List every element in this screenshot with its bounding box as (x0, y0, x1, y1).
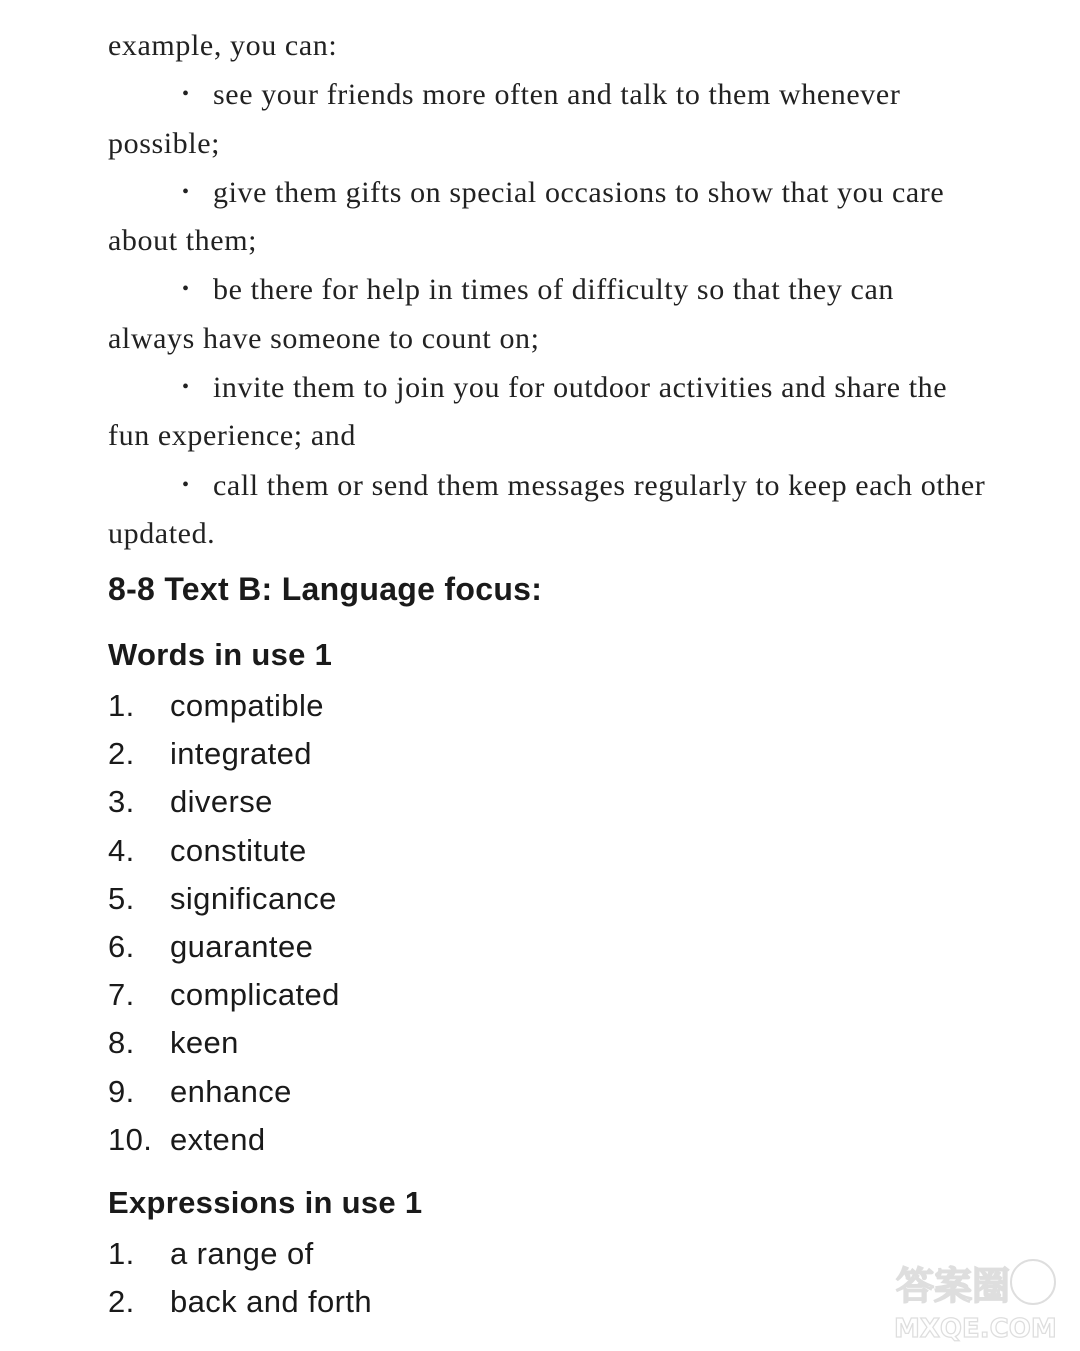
bullet-icon: • (182, 180, 190, 203)
list-item (108, 778, 340, 826)
item-answer: enhance (170, 1073, 292, 1109)
item-number: 7. (108, 977, 135, 1013)
list-item (108, 1230, 372, 1278)
item-answer: a range of (170, 1236, 314, 1271)
bullet-text: invite them to join you for outdoor activities and share the fun experience; and (108, 371, 948, 453)
bullet-item (108, 363, 988, 461)
bullet-icon: • (182, 473, 190, 496)
bullet-icon: • (182, 83, 190, 106)
section-title: 8-8 Text B: Language focus: (108, 571, 543, 607)
list-item (108, 827, 340, 875)
words-in-use-list (108, 682, 340, 1164)
bullet-item (108, 168, 988, 266)
watermark-top-text: 答案圈 (896, 1264, 1011, 1308)
item-number: 2. (108, 1284, 135, 1320)
item-answer: guarantee (170, 928, 314, 964)
bullet-icon: • (182, 376, 190, 399)
item-answer: compatible (170, 688, 324, 723)
expressions-in-use-title: Expressions in use 1 (108, 1185, 423, 1220)
watermark-bottom-text: MXQE.COM (894, 1314, 1057, 1344)
list-item (108, 730, 340, 778)
item-answer: keen (170, 1025, 239, 1061)
list-item (108, 971, 340, 1019)
list-item (108, 875, 340, 923)
bullet-text: give them gifts on special occasions to show that you care about them; (108, 175, 945, 258)
item-number: 4. (108, 832, 135, 868)
list-item (108, 923, 340, 971)
watermark-circle-icon (1011, 1260, 1055, 1304)
bullet-item (108, 265, 988, 363)
passage-text (108, 22, 988, 558)
list-item (108, 1068, 340, 1116)
list-item (108, 1116, 340, 1164)
item-number: 10. (108, 1121, 153, 1157)
item-answer: diverse (170, 784, 273, 820)
list-item (108, 1019, 340, 1067)
item-answer: extend (170, 1121, 266, 1157)
item-answer: complicated (170, 977, 340, 1013)
list-item (108, 1278, 372, 1326)
item-number: 2. (108, 736, 135, 772)
list-item (108, 682, 340, 730)
item-number: 5. (108, 880, 135, 916)
item-number: 1. (108, 1236, 135, 1271)
item-number: 1. (108, 688, 135, 723)
bullet-item (108, 461, 988, 559)
bullet-text: see your friends more often and talk to them whenever possible; (108, 78, 901, 160)
bullet-text: call them or send them messages regularly to keep each other updated. (108, 468, 986, 550)
expressions-in-use-list (108, 1230, 372, 1326)
bullet-icon: • (182, 278, 190, 301)
passage-lead: example, you can: (108, 29, 338, 62)
item-answer: integrated (170, 736, 312, 772)
bullet-item (108, 70, 988, 168)
item-answer: back and forth (170, 1284, 373, 1320)
item-answer: constitute (170, 832, 307, 868)
bullet-text: be there for help in times of difficulty so that they can always have someone to count on; (108, 273, 894, 355)
item-answer: significance (170, 880, 337, 916)
watermark-logo (888, 1247, 1068, 1347)
item-number: 9. (108, 1073, 135, 1109)
item-number: 3. (108, 784, 135, 820)
words-in-use-title: Words in use 1 (108, 637, 333, 672)
item-number: 6. (108, 928, 135, 964)
item-number: 8. (108, 1025, 135, 1061)
